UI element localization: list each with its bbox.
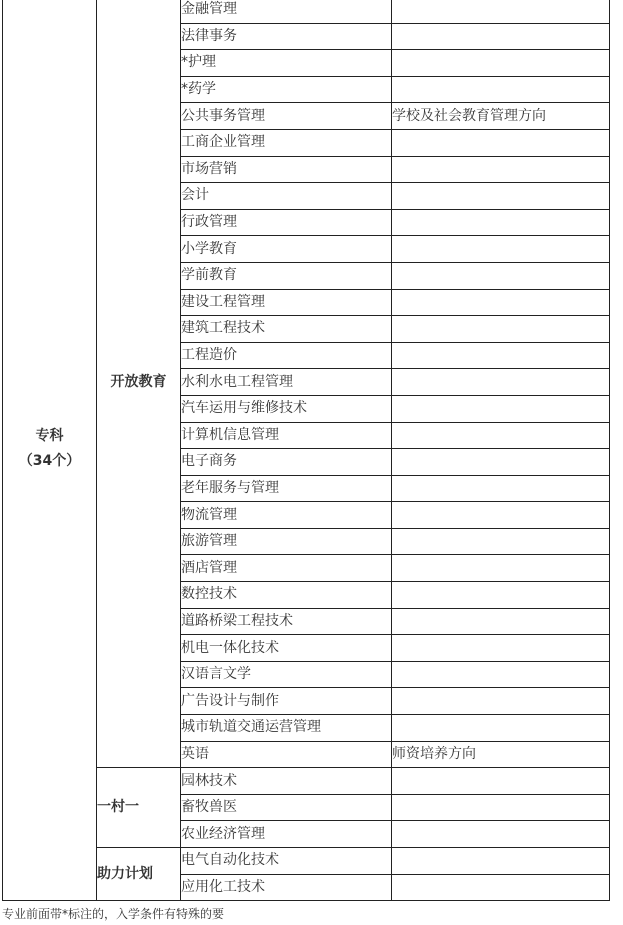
major-cell: 应用化工技术: [181, 874, 392, 901]
remark-cell: [392, 289, 610, 316]
remark-cell: [392, 688, 610, 715]
major-cell: 金融管理: [181, 0, 392, 23]
major-cell: 法律事务: [181, 23, 392, 50]
major-cell: 市场营销: [181, 156, 392, 183]
major-cell: 会计: [181, 183, 392, 210]
major-cell: 园林技术: [181, 768, 392, 795]
remark-cell: [392, 395, 610, 422]
remark-cell: [392, 794, 610, 821]
remark-cell: [392, 76, 610, 103]
major-cell: 汉语言文学: [181, 661, 392, 688]
majors-table-body: [3, 0, 610, 901]
remark-cell: [392, 262, 610, 289]
major-cell: 道路桥梁工程技术: [181, 608, 392, 635]
major-cell: 电气自动化技术: [181, 848, 392, 875]
remark-cell: [392, 369, 610, 396]
remark-cell: [392, 635, 610, 662]
remark-cell: [392, 821, 610, 848]
major-cell: 行政管理: [181, 209, 392, 236]
remark-cell: [392, 661, 610, 688]
program-one-village-one: 一村一: [97, 768, 181, 848]
major-cell: *护理: [181, 50, 392, 77]
major-cell: 汽车运用与维修技术: [181, 395, 392, 422]
major-cell: 老年服务与管理: [181, 475, 392, 502]
major-cell: 建设工程管理: [181, 289, 392, 316]
remark-cell: [392, 449, 610, 476]
major-cell: 学前教育: [181, 262, 392, 289]
remark-cell: [392, 528, 610, 555]
major-cell: 电子商务: [181, 449, 392, 476]
major-cell: 水利水电工程管理: [181, 369, 392, 396]
remark-cell: [392, 768, 610, 795]
major-cell: 物流管理: [181, 502, 392, 529]
level-count: （34个）: [18, 452, 81, 469]
remark-cell: [392, 129, 610, 156]
major-cell: 畜牧兽医: [181, 794, 392, 821]
level-cell: [3, 0, 97, 901]
major-cell: 英语: [181, 741, 392, 768]
remark-cell: 学校及社会教育管理方向: [392, 103, 610, 130]
remark-cell: [392, 342, 610, 369]
major-cell: 农业经济管理: [181, 821, 392, 848]
major-cell: 酒店管理: [181, 555, 392, 582]
major-cell: 数控技术: [181, 582, 392, 609]
remark-cell: [392, 183, 610, 210]
remark-cell: [392, 715, 610, 742]
major-cell: 小学教育: [181, 236, 392, 263]
major-cell: 城市轨道交通运营管理: [181, 715, 392, 742]
table-row: [3, 0, 610, 23]
major-cell: 旅游管理: [181, 528, 392, 555]
remark-cell: [392, 156, 610, 183]
remark-cell: [392, 50, 610, 77]
remark-cell: [392, 582, 610, 609]
program-assist-plan: 助力计划: [97, 848, 181, 901]
remark-cell: [392, 316, 610, 343]
remark-cell: [392, 555, 610, 582]
remark-cell: [392, 608, 610, 635]
remark-cell: [392, 422, 610, 449]
remark-cell: [392, 475, 610, 502]
major-cell: *药学: [181, 76, 392, 103]
major-cell: 工商企业管理: [181, 129, 392, 156]
major-cell: 机电一体化技术: [181, 635, 392, 662]
remark-cell: [392, 502, 610, 529]
major-cell: 建筑工程技术: [181, 316, 392, 343]
major-cell: 工程造价: [181, 342, 392, 369]
remark-cell: [392, 848, 610, 875]
remark-cell: [392, 0, 610, 23]
remark-cell: [392, 23, 610, 50]
remark-cell: [392, 209, 610, 236]
footnote: 专业前面带*标注的，入学条件有特殊的要: [2, 907, 225, 921]
remark-cell: [392, 236, 610, 263]
level-name: 专科: [35, 427, 64, 444]
majors-table: [2, 0, 610, 901]
program-open-education: 开放教育: [97, 0, 181, 768]
remark-cell: [392, 874, 610, 901]
major-cell: 广告设计与制作: [181, 688, 392, 715]
major-cell: 计算机信息管理: [181, 422, 392, 449]
major-cell: 公共事务管理: [181, 103, 392, 130]
remark-cell: 师资培养方向: [392, 741, 610, 768]
